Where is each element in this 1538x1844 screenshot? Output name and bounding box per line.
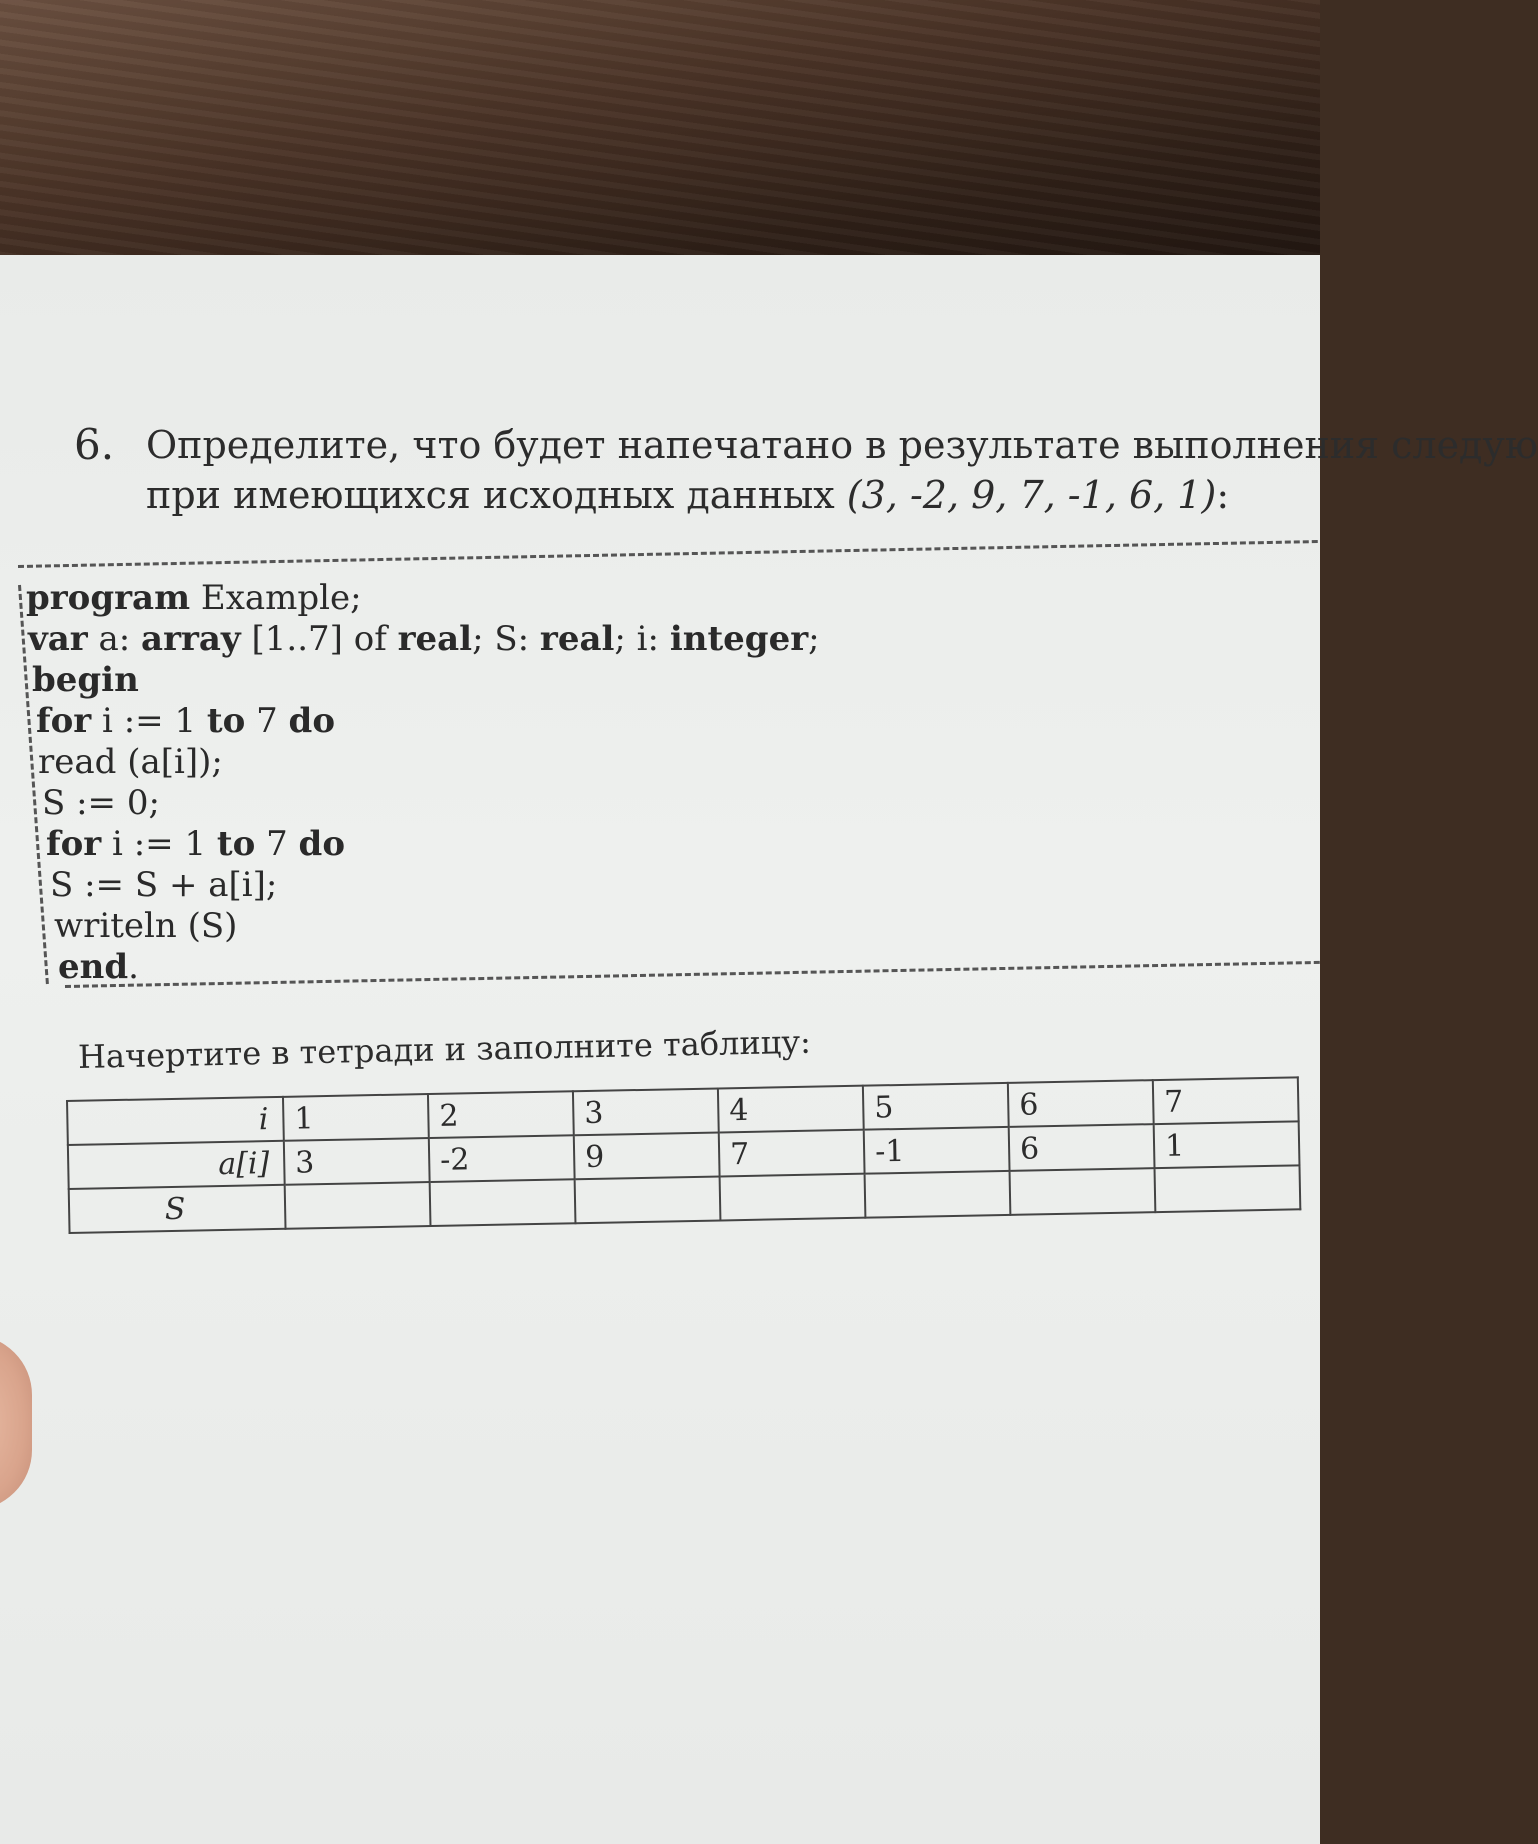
table-cell: 7 — [1153, 1077, 1299, 1124]
table-cell: 9 — [574, 1132, 720, 1179]
code-text: 7 — [255, 824, 299, 864]
table-cell-empty — [720, 1174, 866, 1221]
table-cell: 6 — [1008, 1080, 1154, 1127]
input-data: (3, -2, 9, 7, -1, 6, 1) — [846, 473, 1217, 517]
code-text: 7 — [245, 701, 289, 741]
table-cell-empty — [285, 1182, 431, 1229]
row-header-i: i — [67, 1097, 284, 1145]
code-line-9: writeln (S) — [54, 906, 238, 946]
code-keyword: real — [397, 619, 473, 659]
table-cell: 6 — [1009, 1124, 1155, 1171]
code-line-6: S := 0; — [42, 783, 160, 823]
table-cell: 3 — [284, 1138, 430, 1185]
table-cell: 5 — [863, 1083, 1009, 1130]
code-text: Example; — [190, 578, 362, 618]
row-header-s: S — [69, 1185, 286, 1233]
code-text: i := 1 — [91, 701, 207, 741]
table-cell-empty — [430, 1179, 576, 1226]
code-keyword: integer — [669, 619, 809, 659]
question-line-2-prefix: при имеющихся исходных данных — [146, 473, 847, 517]
code-keyword: var — [28, 619, 88, 659]
code-keyword: for — [46, 824, 102, 864]
table-cell: 2 — [428, 1091, 574, 1138]
table-cell: 1 — [283, 1094, 429, 1141]
code-keyword: real — [539, 619, 615, 659]
code-keyword: to — [206, 701, 246, 741]
code-line-10 — [58, 947, 820, 988]
table-cell-empty — [1155, 1165, 1301, 1212]
code-line-3 — [32, 660, 820, 701]
code-keyword: for — [36, 701, 92, 741]
code-keyword: program — [26, 578, 191, 618]
question-text — [146, 420, 1538, 520]
code-keyword: array — [141, 619, 241, 659]
code-text: ; — [808, 619, 820, 659]
table-cell: -2 — [429, 1135, 575, 1182]
code-line-1 — [26, 578, 820, 619]
trace-table-wrap — [66, 1076, 1301, 1234]
code-text: ; S: — [472, 619, 540, 659]
table-cell: 3 — [573, 1088, 719, 1135]
table-cell: 7 — [719, 1130, 865, 1177]
code-text: ; i: — [614, 619, 670, 659]
code-text: i := 1 — [101, 824, 217, 864]
code-text: a: — [87, 619, 142, 659]
code-line-4 — [36, 701, 820, 742]
trace-table — [66, 1076, 1301, 1234]
code-line-8: S := S + a[i]; — [50, 865, 278, 905]
table-cell-empty — [865, 1171, 1011, 1218]
code-line-7 — [46, 824, 820, 865]
code-keyword: do — [298, 824, 345, 864]
table-instruction: Начертите в тетради и заполните таблицу: — [77, 1022, 812, 1076]
code-listing — [26, 578, 820, 988]
table-cell: 1 — [1154, 1121, 1300, 1168]
question-line-2 — [146, 470, 1316, 520]
question-line-2-suffix: : — [1216, 473, 1230, 517]
question-number: 6. — [74, 420, 115, 469]
code-text: . — [128, 947, 139, 987]
question-line-1: Определите, что будет напечатано в результате выполнения следую — [146, 423, 1538, 467]
code-line-5: read (a[i]); — [38, 742, 223, 782]
table-cell-empty — [575, 1176, 721, 1223]
code-text: [1..7] of — [240, 619, 398, 659]
table-cell: -1 — [864, 1127, 1010, 1174]
code-keyword: begin — [32, 660, 139, 700]
code-keyword: do — [288, 701, 335, 741]
table-cell: 4 — [718, 1086, 864, 1133]
row-header-a: a[i] — [68, 1141, 285, 1189]
table-cell-empty — [1010, 1168, 1156, 1215]
code-keyword: to — [216, 824, 256, 864]
code-line-2 — [28, 619, 820, 660]
code-keyword: end — [58, 947, 129, 987]
